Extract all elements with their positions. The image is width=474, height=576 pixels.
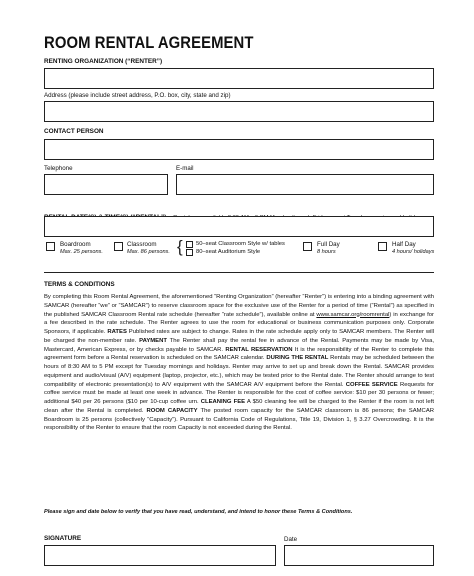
renting-org-label: RENTING ORGANIZATION (“RENTER”) [44, 58, 163, 65]
boardroom-checkbox[interactable] [46, 242, 55, 251]
telephone-label: Telephone [44, 165, 73, 172]
page-title: ROOM RENTAL AGREEMENT [44, 34, 254, 52]
classroom-label: Classroom [127, 241, 157, 248]
classroom-checkbox[interactable] [114, 242, 123, 251]
terms-heading: TERMS & CONDITIONS [44, 281, 115, 288]
renting-org-field[interactable] [44, 68, 434, 89]
email-label: E-mail [176, 165, 194, 172]
full-day-hours: 8 hours [317, 249, 336, 255]
address-field[interactable] [44, 101, 434, 122]
email-field[interactable] [176, 174, 434, 195]
rate-schedule-link[interactable]: www.samcar.org/roomrental [316, 311, 390, 318]
seat80-label: 80–seat Auditorium Style [196, 249, 261, 255]
classroom-capacity: Max. 86 persons. [127, 249, 170, 255]
half-day-checkbox[interactable] [378, 242, 387, 251]
signature-field[interactable] [44, 545, 276, 566]
date-label: Date [284, 536, 298, 543]
boardroom-capacity: Max. 25 persons. [60, 249, 103, 255]
full-day-label: Full Day [317, 241, 340, 248]
rental-dates-field[interactable] [44, 216, 434, 237]
contact-label: CONTACT PERSON [44, 128, 104, 135]
sign-instruction: Please sign and date below to verify that you have read, understand, and intend to honor these Terms & Conditions. [44, 509, 353, 515]
telephone-field[interactable] [44, 174, 168, 195]
boardroom-label: Boardroom [60, 241, 91, 248]
seat50-label: 50–seat Classroom Style w/ tables [196, 241, 285, 247]
address-label: Address (please include street address, P.O. box, city, state and zip) [44, 92, 231, 99]
terms-divider [44, 272, 434, 273]
seat50-checkbox[interactable] [186, 241, 193, 248]
full-day-checkbox[interactable] [303, 242, 312, 251]
signature-label: SIGNATURE [44, 535, 82, 542]
seat80-checkbox[interactable] [186, 249, 193, 256]
brace-icon: { [177, 237, 183, 256]
half-day-hours: 4 hours/ holidays [392, 249, 435, 255]
date-field[interactable] [284, 545, 434, 566]
terms-body: By completing this Room Rental Agreement, the aforementioned “Renting Organization” (hereafter “Renter”) is entering into a binding agreement with SAMCAR (hereafter “we” or “SAMCAR”) to reserve classroom space for the exclusive use of the Renter for a period of time (“Rental”) as specified in the published SAMCAR Classroom Rental rate schedule (hereafter “rate schedule”), available online at www.samcar.org/roomrental) in exchange for a fee described in the rate schedule. The Renter agrees to use the room for educational or business communication purposes only. Corporate Sponsors, if applicable. RATES Published rates are subject to change. Rates in the rate schedule apply only to SAMCAR members. The Renter will be charged the non-member rate. PAYMENT The Renter shall pay the rental fee in advance of the Rental. Payments may be made by Visa, Mastercard, American Express, or by checks payable to SAMCAR. RENTAL RESERVATION It is the responsibility of the Renter to complete this agreement form before a Rental reservation is scheduled on the SAMCAR calendar. DURING THE RENTAL Rentals may be scheduled between the hours of 8:30 AM to 5 PM except for Tuesday mornings and holidays. Renter may arrive to set up and break down the Rental. SAMCAR provides equipment and audio/visual (A/V) equipment (laptop, projector, etc.), which may be tested prior to the Rental date. The Renter should arrange to test compatibility of electronic presentation(s) to A/V equipment with the SAMCAR A/V equipment before the Rental. COFFEE SERVICE Requests for coffee service must be made at least one week in advance. The Renter is responsible for the cost of coffee service: $10 per 30 persons or fewer; additional $40 per 26 persons ($10 per 10-cup coffee urn. CLEANING FEE A $50 cleaning fee will be charged to the Renter if the room is not left clean after the Rental is completed. ROOM CAPACITY The posted room capacity for the SAMCAR classroom is 86 persons; the SAMCAR Boardroom is 25 persons (collectively “Capacity”). Pursuant to California Code of Regulations, Title 19, Division 1, § 3.27 Overcrowding. It is the responsibility of the Renter to ensure that the room Capacity is not exceeded during the Rental. [44, 294, 434, 432]
contact-field[interactable] [44, 139, 434, 160]
half-day-label: Half Day [392, 241, 416, 248]
